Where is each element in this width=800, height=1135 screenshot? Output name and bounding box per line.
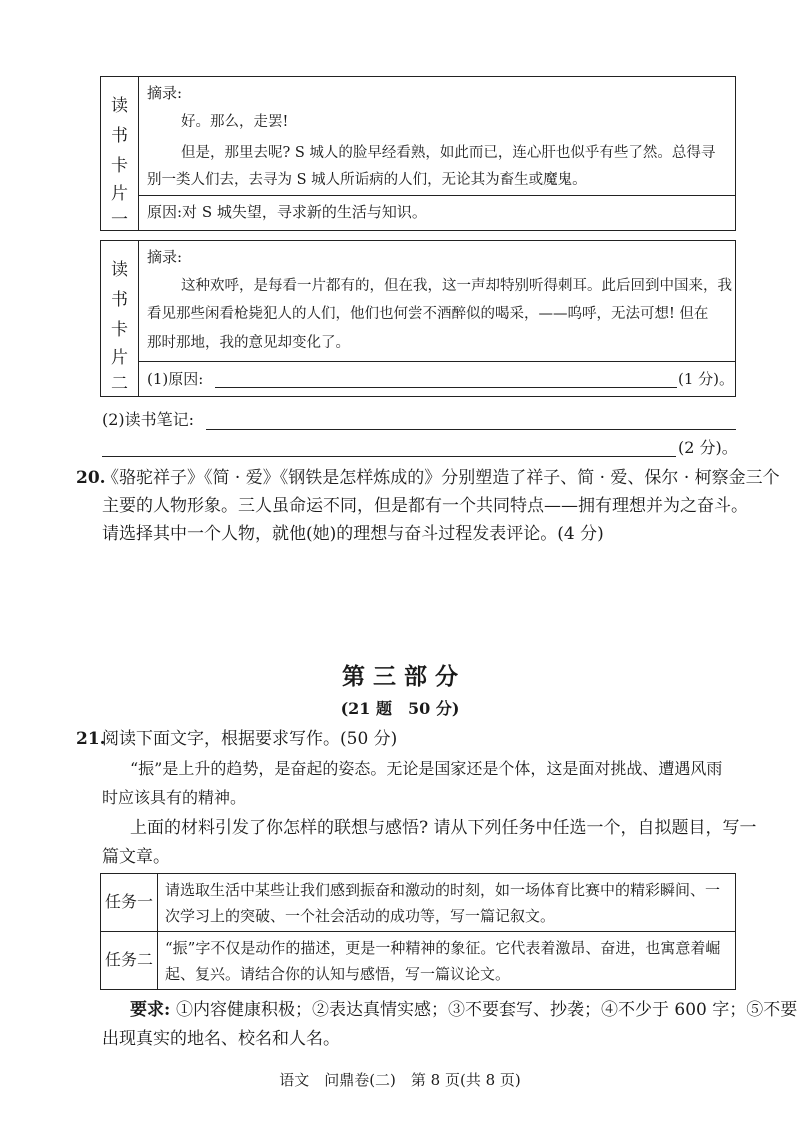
score-label: (1 分)。 — [678, 370, 735, 388]
notes-answer-line-2[interactable] — [102, 456, 676, 457]
excerpt-label: 摘录: — [147, 84, 183, 102]
excerpt-line: 看见那些闲看枪毙犯人的人们，他们也何尝不酒醉似的喝采，——呜呼，无法可想! 但在 — [147, 306, 709, 322]
task-table — [100, 873, 736, 990]
reading-card-2 — [100, 240, 736, 397]
card-side-label — [101, 241, 139, 396]
excerpt-line: 但是，那里去呢? S 城人的脸早经看熟，如此而已，连心肝也似乎有些了然。总得寻 — [181, 145, 716, 161]
prompt-text: 上面的材料引发了你怎样的联想与感悟? 请从下列任务中任选一个，自拟题目，写一 — [130, 818, 757, 838]
page-footer: 语文 问鼎卷(二) 第 8 页(共 8 页) — [279, 1071, 521, 1089]
excerpt-line: 别一类人们去，去寻为 S 城人所诟病的人们，无论其为畜生或魔鬼。 — [147, 172, 587, 188]
question-number: 21. — [76, 729, 106, 749]
requirements-label: 要求: — [130, 1000, 171, 1020]
part-subtitle: (21 题 50 分) — [340, 699, 460, 718]
excerpt-line: 好。那么，走罢! — [181, 114, 289, 130]
side-char: 片 — [111, 348, 128, 368]
card-side-label — [101, 77, 139, 230]
task-name: 任务一 — [105, 892, 154, 911]
requirements-text: 出现真实的地名、校名和人名。 — [102, 1029, 340, 1049]
card-divider — [138, 195, 735, 196]
card-divider — [138, 361, 735, 362]
side-char: 卡 — [111, 320, 128, 340]
excerpt-line: 那时那地，我的意见却变化了。 — [147, 335, 350, 351]
task-name: 任务二 — [105, 950, 154, 969]
question-text: 阅读下面文字，根据要求写作。(50 分) — [102, 729, 398, 749]
task-text: 起、复兴。请结合你的认知与感悟，写一篇议论文。 — [165, 965, 511, 983]
notes-score: (2 分)。 — [678, 438, 738, 457]
part-title: 第 三 部 分 — [341, 663, 459, 690]
side-char: 二 — [111, 374, 128, 394]
notes-answer-line-1[interactable] — [206, 429, 736, 430]
side-char: 读 — [111, 260, 128, 280]
answer-line[interactable] — [215, 387, 677, 388]
task-text: 请选取生活中某些让我们感到振奋和激动的时刻，如一场体育比赛中的精彩瞬间、一 — [165, 881, 721, 899]
side-char: 片 — [111, 184, 128, 204]
side-char: 读 — [111, 96, 128, 116]
reason-label: (1)原因: — [147, 370, 204, 388]
task-text: 次学习上的突破、一个社会活动的成功等，写一篇记叙文。 — [165, 907, 556, 925]
notes-label: (2)读书笔记: — [102, 410, 195, 429]
excerpt-label: 摘录: — [147, 248, 183, 266]
prompt-text: 篇文章。 — [102, 847, 170, 867]
question-text: 请选择其中一个人物，就他(她)的理想与奋斗过程发表评论。(4 分) — [102, 524, 604, 544]
side-char: 书 — [111, 290, 128, 310]
material-text: “振”是上升的趋势，是奋起的姿态。无论是国家还是个体，这是面对挑战、遭遇风雨 — [130, 759, 723, 778]
task-text: “振”字不仅是动作的描述，更是一种精神的象征。它代表着激昂、奋进，也寓意着崛 — [165, 939, 721, 957]
question-number: 20. — [76, 468, 106, 488]
excerpt-line: 这种欢呼，是每看一片都有的，但在我，这一声却特别听得刺耳。此后回到中国来，我 — [181, 278, 732, 294]
side-char: 卡 — [111, 156, 128, 176]
side-char: 一 — [111, 210, 128, 230]
question-text: 《骆驼祥子》《简 · 爱》《钢铁是怎样炼成的》分别塑造了祥子、简 · 爱、保尔 · 柯察金三个 — [102, 468, 780, 488]
task-row-divider — [101, 931, 735, 932]
reading-card-1 — [100, 76, 736, 231]
question-text: 主要的人物形象。三人虽命运不同，但是都有一个共同特点——拥有理想并为之奋斗。 — [102, 496, 748, 516]
requirements-text: ①内容健康积极；②表达真情实感；③不要套写、抄袭；④不少于 600 字；⑤不要 — [176, 1000, 798, 1020]
reason-text: 原因:对 S 城失望，寻求新的生活与知识。 — [147, 203, 427, 221]
side-char: 书 — [111, 126, 128, 146]
material-text: 时应该具有的精神。 — [102, 788, 247, 807]
